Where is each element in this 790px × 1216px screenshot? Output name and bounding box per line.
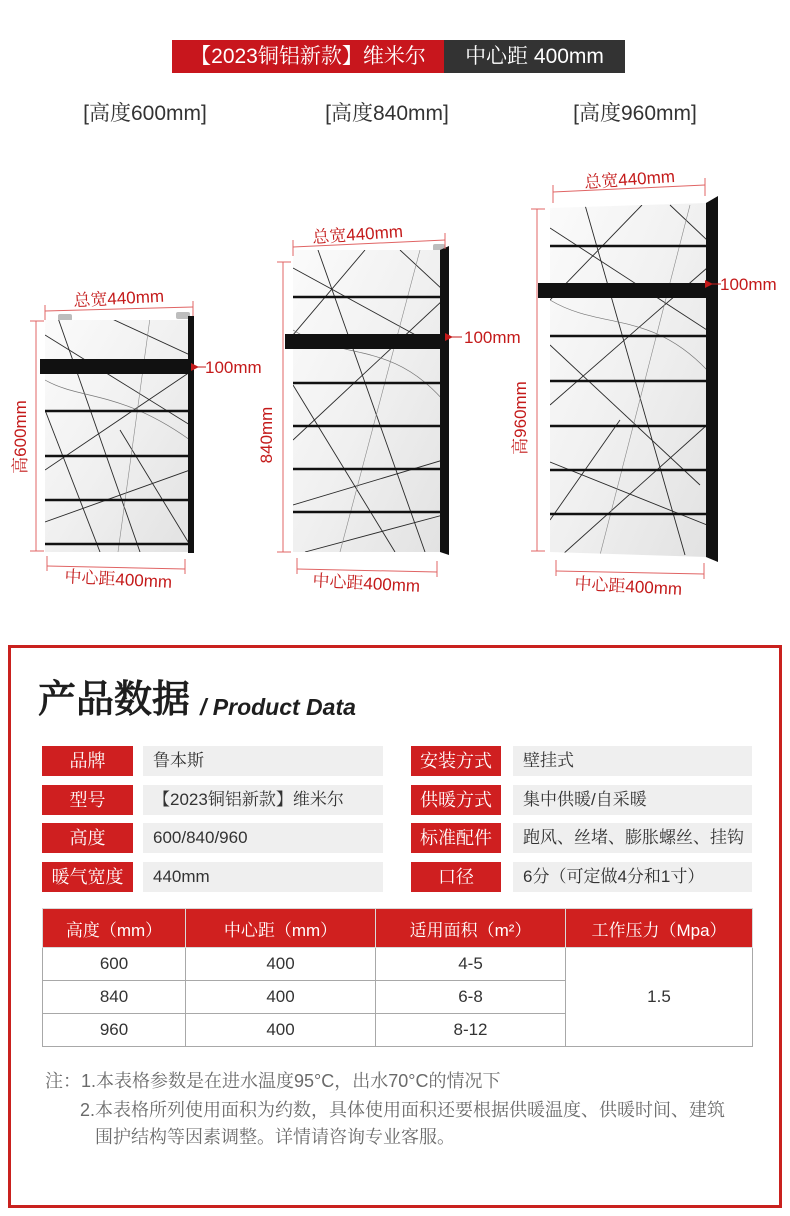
table-cell-height: 600 [43,948,186,981]
table-cell-area: 4-5 [376,948,566,981]
radiator-side-edge [440,246,449,555]
width-label-960: 总宽440mm [583,166,676,193]
spec-value-accessories: 跑风、丝堵、膨胀螺丝、挂钩 [513,823,752,853]
table-header-pressure: 工作压力（Mpa） [566,909,753,948]
spec-table [42,908,753,1047]
spec-label-model: 型号 [42,785,133,815]
table-cell-height: 960 [43,1014,186,1047]
table-cell-pressure: 1.5 [566,948,753,1047]
spec-label-height: 高度 [42,823,133,853]
spec-label-install: 安装方式 [411,746,501,776]
table-cell-height: 840 [43,981,186,1014]
table-cell-area: 6-8 [376,981,566,1014]
table-header-area: 适用面积（m²） [376,909,566,948]
spec-value-caliber: 6分（可定做4分和1寸） [513,862,752,892]
product-data-title: 产品数据 [38,679,191,721]
table-header-center-distance: 中心距（mm） [186,909,376,948]
table-cell-center-distance: 400 [186,1014,376,1047]
center-distance-label-840: 中心距400mm [312,571,421,596]
side-height-label-600: 高600mm [11,400,30,474]
spec-label-heating: 供暖方式 [411,785,501,815]
table-header-row [43,909,753,948]
spec-value-height: 600/840/960 [143,823,383,853]
table-header-height: 高度（mm） [43,909,186,948]
center-distance-label-960: 中心距400mm [574,574,683,599]
towel-bar [40,359,192,374]
bar-label-600: 100mm [205,358,262,377]
center-distance-label-600: 中心距400mm [64,567,173,592]
radiator-840 [285,244,449,555]
radiator-960 [538,196,718,562]
table-cell-center-distance: 400 [186,948,376,981]
table-cell-area: 8-12 [376,1014,566,1047]
note-line-1: 注：1.本表格参数是在进水温度95°C，出水70°C的情况下 [45,1071,501,1091]
width-label-840: 总宽440mm [311,221,404,248]
product-data-subtitle: / Product Data [200,694,356,720]
radiator-top-bracket [58,314,72,321]
radiator-side-edge [706,196,718,562]
spec-label-caliber: 口径 [411,862,501,892]
spec-value-install: 壁挂式 [513,746,752,776]
spec-value-brand: 鲁本斯 [143,746,383,776]
spec-label-width: 暖气宽度 [42,862,133,892]
bar-label-960: 100mm [720,275,777,294]
towel-bar [285,334,443,349]
center-distance-banner: 中心距 400mm [444,40,625,73]
size-label-840: [高度840mm] [325,102,449,125]
radiator-600 [40,312,194,553]
size-label-960: [高度960mm] [573,102,697,125]
side-height-label-840: 840mm [257,406,276,464]
size-label-600: [高度600mm] [83,102,207,125]
model-banner: 【2023铜铝新款】维米尔 [172,40,444,73]
width-label-600: 总宽440mm [72,286,165,311]
table-row [43,948,753,981]
radiator-top-bracket [176,312,190,319]
note-line-3: 围护结构等因素调整。详情请咨询专业客服。 [95,1127,455,1147]
towel-bar [538,283,708,298]
radiator-side-edge [188,316,194,553]
table-cell-center-distance: 400 [186,981,376,1014]
spec-value-width: 440mm [143,862,383,892]
spec-value-model: 【2023铜铝新款】维米尔 [143,785,383,815]
side-height-label-960: 高960mm [511,381,530,455]
note-line-2: 2.本表格所列使用面积为约数，具体使用面积还要根据供暖温度、供暖时间、建筑 [80,1100,726,1120]
bar-label-840: 100mm [464,328,521,347]
spec-label-brand: 品牌 [42,746,133,776]
spec-value-heating: 集中供暖/自采暖 [513,785,752,815]
spec-label-accessories: 标准配件 [411,823,501,853]
radiator-panel [45,320,189,552]
